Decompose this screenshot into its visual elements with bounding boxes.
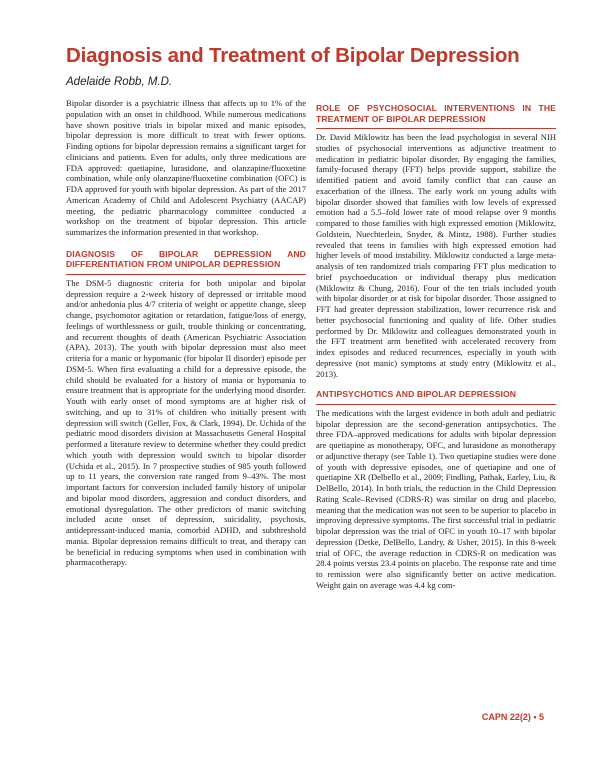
article-author: Adelaide Robb, M.D. xyxy=(66,76,173,88)
psychosocial-paragraph: Dr. David Miklowitz has been the lead psychologist in several NIH studies of psychosocial interventions as adjunctive treatment to medication in pediatric bipolar disorder. By engaging the families, family-focused therapy (FFT) helps provide support, stabilize the identified patient and avoid family conflict that can cause an exacerbation of the illness. The early work on young adults with bipolar disorder showed that families with low levels of expressed emotion had a 5.5–fold lower rate of mood relapse over 9 months compared to those families with high expressed emotion (Miklowitz, Goldstein, Nuechterlein, Snyder, & Mintz, 1988). Further studies revealed that teens in families with high expressed emotion had higher levels of mood instability. Miklowitz conducted a large meta-analysis of ten randomized trials comparing FFT plus medication to brief psychoeducation or individual therapy plus medication (Miklowitz & Chung, 2016). Four of the ten trials included youth with bipolar disorder or at risk for bipolar disorder. Those assigned to FFT had greater depression stabilization, lower recurrence risk and better psychosocial functioning and quality of life. Other studies performed by Dr. Miklowitz and colleagues demonstrated youth in the FFT treatment arm benefited with accelerated recovery from index episodes and reduced recurrences, especially in youth with depressive (not manic) symptoms at study entry (Miklowitz et al., 2013). xyxy=(316,132,556,379)
antipsychotics-paragraph: The medications with the largest evidence in both adult and pediatric bipolar depression are the second-generation antipsychotics. The three FDA–approved medications for adults with bipolar depression are quetiapine as monotherapy, OFC, and lurasidone as monotherapy or adjunctive therapy (see Table 1). Two quetiapine studies were done of youth with depressive episodes, one of quetiapine and one of quetiapine XR (Delbello et al., 2009; Findling, Pathak, Earley, Liu, & DelBello, 2014). In both trials, the reduction in the Child Depression Rating Scale–Revised (CDRS-R) was similar on drug and placebo, meaning that the medication was not seen to be superior to placebo in improving depressive symptoms. The first successful trial in pediatric bipolar depression was the trial of OFC in youth 10–17 with bipolar depression (Detke, DelBello, Landry, & Usher, 2015). In this 8-week trial of OFC, the average reduction in CDRS-R on medication was 28.4 points versus 23.4 points on placebo. The response rate and time to remission were also significantly better on active medication. Weight gain on average was 4.4 kg com- xyxy=(316,407,556,590)
article-title: Diagnosis and Treatment of Bipolar Depression xyxy=(66,44,520,67)
diagnosis-paragraph: The DSM-5 diagnostic criteria for both unipolar and bipolar depression require a 2-week history of depressed or irritable mood and/or anhedonia plus 4/7 criteria of weight or appetite change, sleep change, psychomotor agitation or retardation, fatigue/loss of energy, feelings of worthlessness or guilt, trouble thinking or concentrating, and recurrent thoughts of death (American Psychiatric Association (APA), 2013). The youth with bipolar depression must also meet criteria for a manic or hypomanic (for bipolar II disorder) episode per DSM-5. When first evaluating a child for a depressive episode, the child should be evaluated for a history of mania or hypomania to ensure treatment that is appropriate for the underlying mood disorder. Youth with early onset of mood symptoms are at higher risk of switching, and up to 31% of children who initially present with depression will switch (Geller, Fox, & Clark, 1994). Dr. Uchida of the pediatric mood disorders division at Massachusetts General Hospital performed a literature review to determine whether they could predict which youth with depression would switch to bipolar disorder (Uchida et al., 2015). In 7 prospective studies of 985 youth followed up to 11 years, the conversion rate ranged from 9–43%. The most important factors for conversion included family history of unipolar and bipolar mood disorders, aggression and conduct disorders, and emotional dysregulation. The other predictors of manic switching included acute onset of depression, suicidality, psychosis, antidepressant-induced mania, comorbid ADHD, and subthreshold mania. Bipolar depression remains difficult to treat, and therapy can be beneficial in reducing symptoms when used in combination with pharmacotherapy. xyxy=(66,277,306,568)
intro-paragraph: Bipolar disorder is a psychiatric illness that affects up to 1% of the population with an onset in childhood. While numerous medications have shown positive trials in bipolar mixed and manic episodes, bipolar depression is more difficult to treat with fewer options. Finding options for bipolar depression remains a significant target for clinicians and patients. Even for adults, only three medications are FDA approved: quetiapine, lurasidone, and olanzapine/fluoxetine combination, while only olanzapine/fluoxetine combination (OFC) is FDA approved for youth with bipolar depression. As part of the 2017 American Academy of Child and Adolescent Psychiatry (AACAP) meeting, the pediatric pharmacology committee conducted a workshop on the treatment of bipolar depression. This article summarizes the information presented in that workshop. xyxy=(66,98,306,237)
section-heading-diagnosis: DIAGNOSIS OF BIPOLAR DEPRESSION AND DIFFERENTIATION FROM UNIPOLAR DEPRESSION xyxy=(66,248,306,270)
section-divider xyxy=(316,404,556,405)
section-heading-psychosocial: ROLE OF PSYCHOSOCIAL INTERVENTIONS IN THE TREATMENT OF BIPOLAR DEPRESSION xyxy=(316,103,556,124)
page-footer: CAPN 22(2) • 5 xyxy=(481,712,544,722)
section-divider xyxy=(66,274,306,275)
left-column xyxy=(66,98,306,568)
section-heading-antipsychotics: ANTIPSYCHOTICS AND BIPOLAR DEPRESSION xyxy=(316,389,517,400)
right-column xyxy=(316,103,556,591)
section-divider xyxy=(316,128,556,129)
